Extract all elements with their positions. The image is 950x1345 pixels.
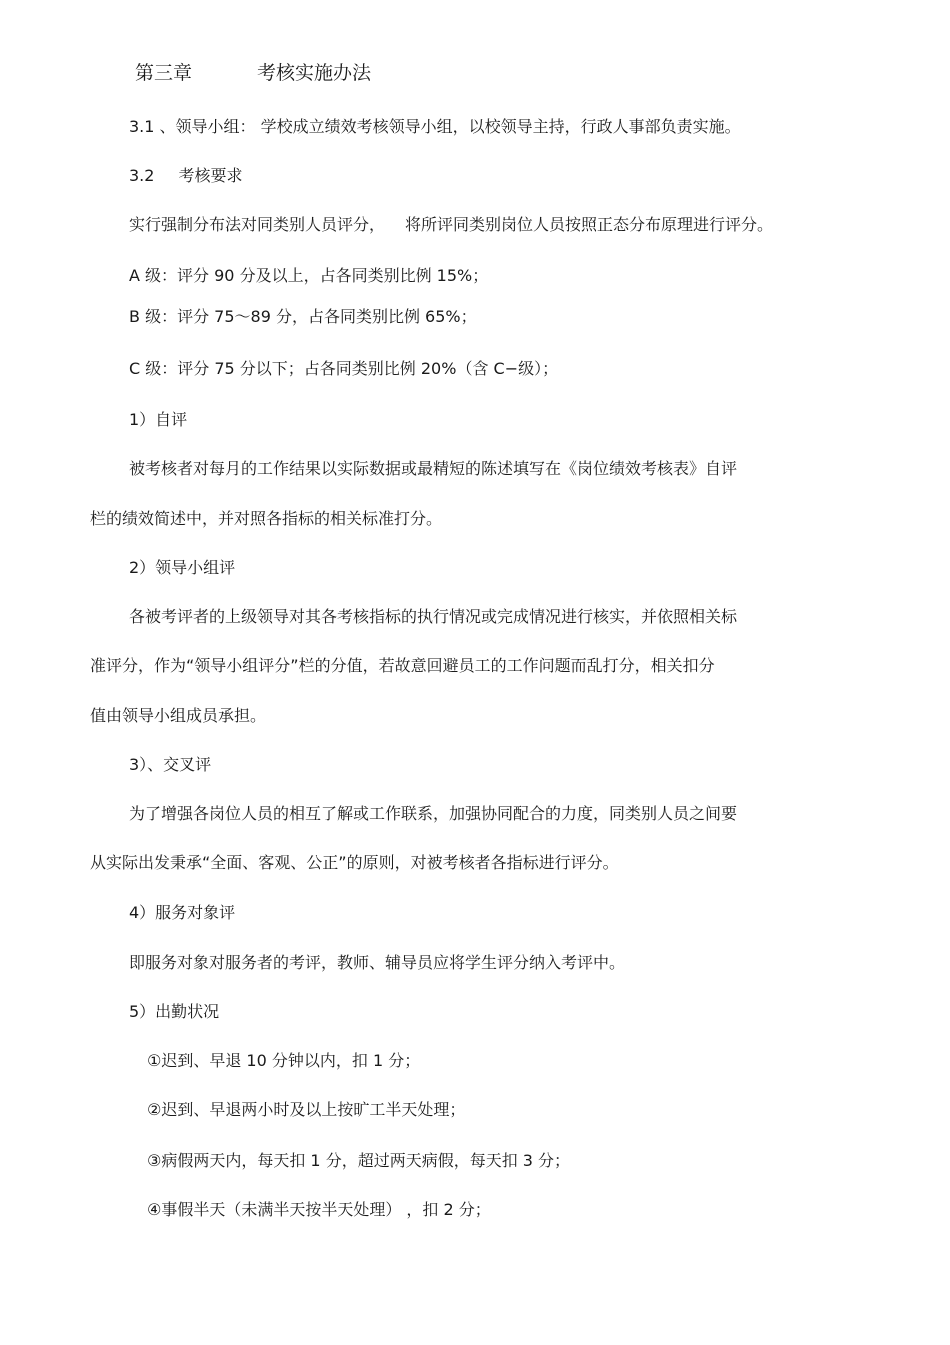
section-3-2-number: 3.2 [129, 166, 155, 185]
cross-eval-line-2: 从实际出发秉承“全面、客观、公正”的原则，对被考核者各指标进行评分。 [90, 853, 619, 872]
attendance-rule-4: ④事假半天（未满半天按半天处理） ，扣 2 分； [147, 1200, 491, 1219]
service-eval-line-1: 即服务对象对服务者的考评，教师、辅导员应将学生评分纳入考评中。 [129, 953, 626, 972]
chapter-title: 考核实施办法 [257, 62, 372, 84]
attendance-rule-3: ③病假两天内，每天扣 1 分，超过两天病假，每天扣 3 分； [147, 1151, 571, 1170]
attendance-rule-2: ②迟到、早退两小时及以上按旷工半天处理； [147, 1100, 466, 1119]
leader-eval-line-3: 值由领导小组成员承担。 [90, 706, 267, 725]
intro-part-2: 将所评同类别岗位人员按照正态分布原理进行评分。 [405, 215, 774, 234]
section-3-1: 3.1 、领导小组： 学校成立绩效考核领导小组，以校领导主持，行政人事部负责实施。 [129, 117, 741, 136]
self-eval-heading: 1）自评 [129, 410, 188, 429]
leader-eval-heading: 2）领导小组评 [129, 558, 236, 577]
intro-paragraph [129, 214, 773, 236]
intro-part-1: 实行强制分布法对同类别人员评分， [129, 215, 386, 234]
grade-a: A 级：评分 90 分及以上，占各同类别比例 15%； [129, 266, 489, 285]
grade-b: B 级：评分 75～89 分，占各同类别比例 65%； [129, 307, 477, 326]
leader-eval-line-1: 各被考评者的上级领导对其各考核指标的执行情况或完成情况进行核实，并依照相关标 [129, 607, 738, 626]
cross-eval-heading: 3）、交叉评 [129, 755, 212, 774]
service-eval-heading: 4）服务对象评 [129, 903, 236, 922]
grade-c: C 级：评分 75 分以下；占各同类别比例 20%（含 C−级）； [129, 359, 559, 378]
self-eval-line-2: 栏的绩效简述中，并对照各指标的相关标准打分。 [90, 509, 443, 528]
leader-eval-line-2: 准评分，作为“领导小组评分”栏的分值，若故意回避员工的工作问题而乱打分，相关扣分 [90, 656, 715, 675]
attendance-rule-1: ①迟到、早退 10 分钟以内，扣 1 分； [147, 1051, 421, 1070]
chapter-heading [135, 60, 371, 86]
cross-eval-line-1: 为了增强各岗位人员的相互了解或工作联系，加强协同配合的力度，同类别人员之间要 [129, 804, 738, 823]
self-eval-line-1: 被考核者对每月的工作结果以实际数据或最精短的陈述填写在《岗位绩效考核表》自评 [129, 459, 738, 478]
section-3-2-heading [129, 165, 242, 187]
attendance-heading: 5）出勤状况 [129, 1002, 220, 1021]
section-3-2-title: 考核要求 [178, 166, 243, 185]
chapter-number: 第三章 [135, 62, 193, 84]
